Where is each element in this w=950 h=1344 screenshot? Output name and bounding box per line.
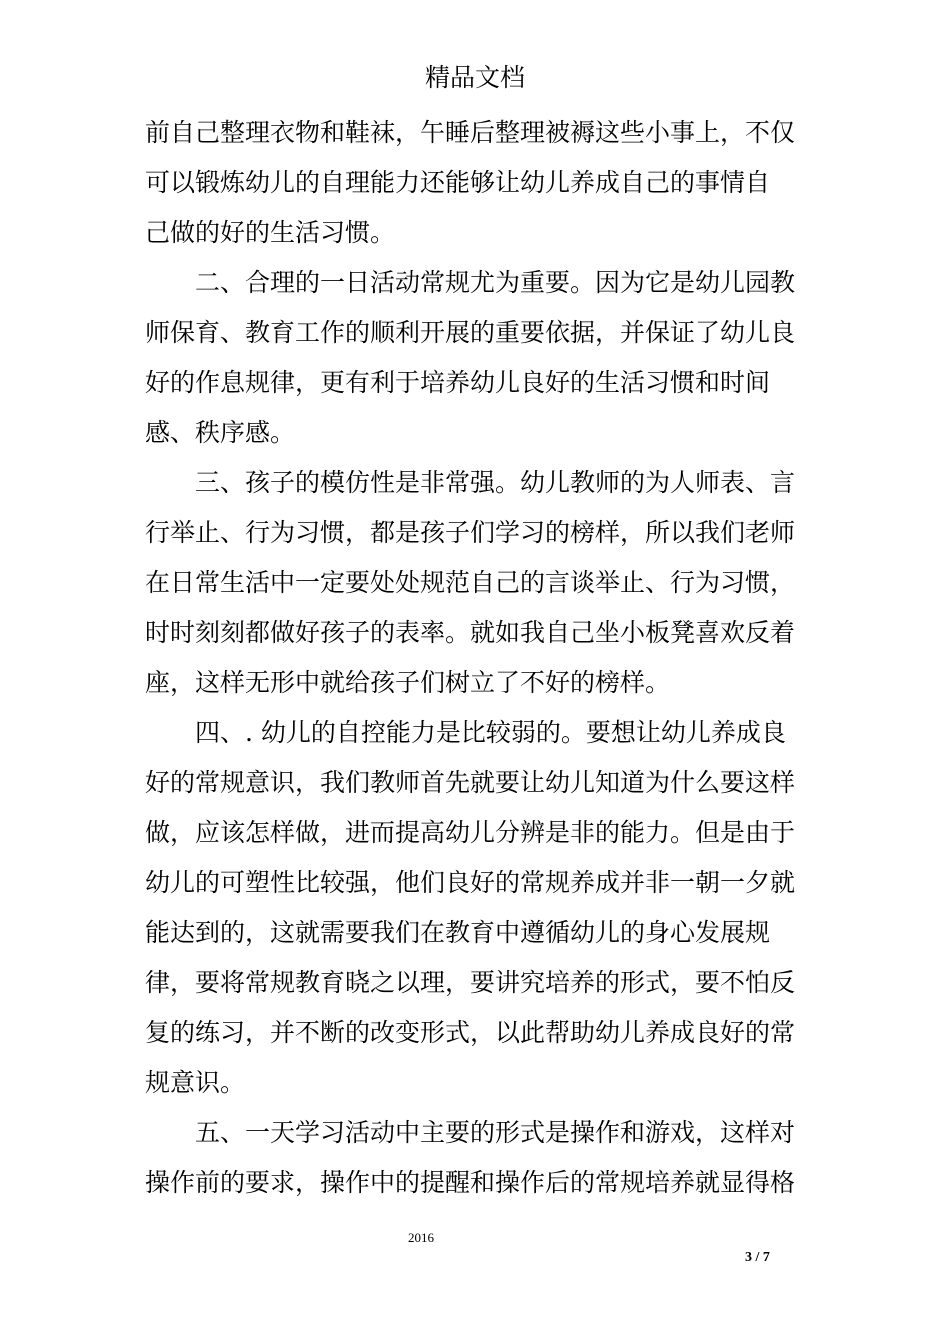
- text-line: 时时刻刻都做好孩子的表率。就如我自己坐小板凳喜欢反着: [145, 618, 796, 647]
- text-line: 做，应该怎样做，进而提高幼儿分辨是非的能力。但是由于: [145, 818, 796, 847]
- text-line: 幼儿的可塑性比较强，他们良好的常规养成并非一朝一夕就: [145, 868, 796, 897]
- text-line: 操作前的要求，操作中的提醒和操作后的常规培养就显得格: [145, 1168, 796, 1197]
- paragraph-start-line: 三、孩子的模仿性是非常强。幼儿教师的为人师表、言: [195, 468, 796, 497]
- text-line: 能达到的，这就需要我们在教育中遵循幼儿的身心发展规: [145, 918, 771, 947]
- text-line: 前自己整理衣物和鞋袜，午睡后整理被褥这些小事上，不仅: [145, 118, 796, 147]
- paragraph-start-line: 二、合理的一日活动常规尤为重要。因为它是幼儿园教: [195, 268, 796, 297]
- text-line: 复的练习，并不断的改变形式，以此帮助幼儿养成良好的常: [145, 1018, 796, 1047]
- text-line: 在日常生活中一定要处处规范自己的言谈举止、行为习惯，: [145, 568, 796, 597]
- text-line: 好的作息规律，更有利于培养幼儿良好的生活习惯和时间: [145, 368, 771, 397]
- text-line: 好的常规意识，我们教师首先就要让幼儿知道为什么要这样: [145, 768, 796, 797]
- document-body: [145, 108, 845, 1208]
- paragraph-start-line: 四、. 幼儿的自控能力是比较弱的。要想让幼儿养成良: [195, 718, 786, 747]
- page-header-title: 精品文档: [424, 63, 525, 92]
- text-line: 可以锻炼幼儿的自理能力还能够让幼儿养成自己的事情自: [145, 168, 771, 197]
- page-number: 3 / 7: [745, 1250, 770, 1265]
- text-line: 师保育、教育工作的顺利开展的重要依据，并保证了幼儿良: [145, 318, 796, 347]
- text-line: 感、秩序感。: [145, 418, 296, 447]
- footer-year: 2016: [408, 1230, 434, 1245]
- text-line: 行举止、行为习惯，都是孩子们学习的榜样，所以我们老师: [145, 518, 796, 547]
- text-line: 己做的好的生活习惯。: [145, 218, 396, 247]
- text-line: 律，要将常规教育晓之以理，要讲究培养的形式，要不怕反: [145, 968, 796, 997]
- text-line: 座，这样无形中就给孩子们树立了不好的榜样。: [145, 668, 671, 697]
- text-line: 规意识。: [145, 1068, 246, 1097]
- paragraph-start-line: 五、一天学习活动中主要的形式是操作和游戏，这样对: [195, 1118, 796, 1147]
